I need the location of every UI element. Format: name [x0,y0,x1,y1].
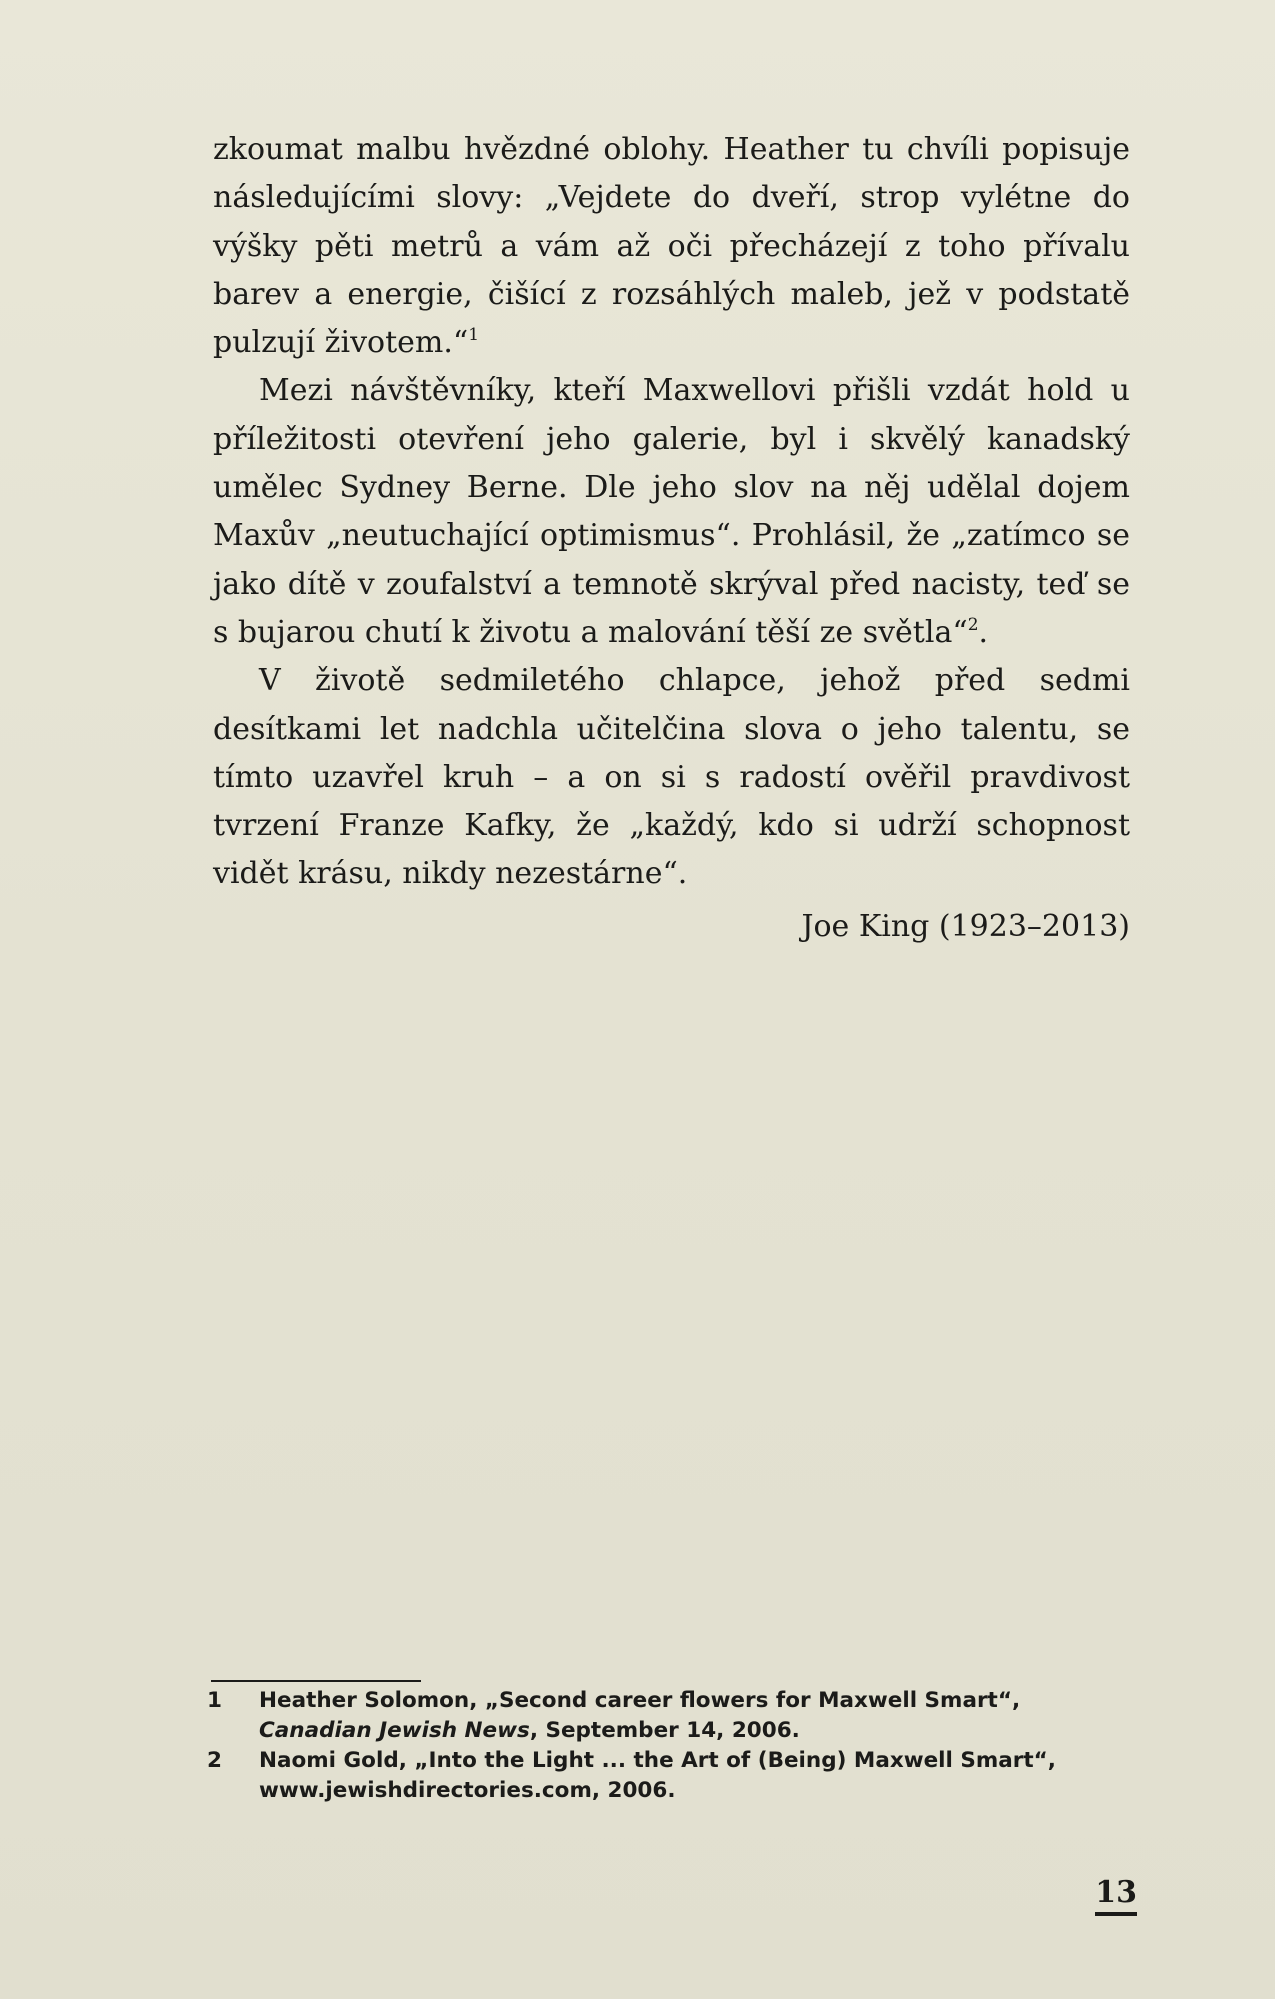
paragraph-1 [213,126,1130,367]
footnote-text-after: , September 14, 2006. [529,1718,800,1743]
footnote-number: 2 [207,1748,222,1773]
paragraph-1-text: zkoumat malbu hvězdné oblohy. Heather tu chvíli popisuje následujícími slovy: „Vejdete do dveří, strop vylétne do výšky pěti metrů a vám až oči přecházejí z toho přívalu barev a energie, čišící z rozsáhlých maleb, jež v podstatě pulzují životem.“ [213,132,1130,361]
paragraph-2-end: . [978,614,989,650]
footnote-number: 1 [207,1688,222,1713]
footnote-ref-2: 2 [967,614,979,635]
footnote-italic: Canadian Jewish News [259,1718,530,1743]
page-number: 13 [1095,1876,1137,1916]
footnote-text-before: Naomi Gold, „Into the Light ... the Art of (Being) Maxwell Smart“, www.jewishdirectories.com, 2006. [259,1748,1056,1803]
footnote-text [259,1686,1127,1746]
footnote-2 [207,1746,1127,1806]
footnote-divider [211,1680,421,1682]
footnote-ref-1: 1 [468,325,480,346]
author-signature: Joe King (1923–2013) [801,909,1130,944]
paragraph-2 [213,367,1130,657]
paragraph-3 [213,657,1130,898]
footnote-1 [207,1686,1127,1746]
paragraph-3-text: V životě sedmiletého chlapce, jehož před sedmi desítkami let nadchla učitelčina slova o jeho talentu, se tímto uzavřel kruh – a on si s radostí ověřil pravdivost tvrzení Franze Kafky, že „každý, kdo si udrží schopnost vidět krásu, nikdy nezestárne“. [213,663,1130,892]
footnote-text [259,1746,1127,1806]
body-text [213,126,1130,899]
footnotes [207,1686,1127,1806]
paragraph-2-text: Mezi návštěvníky, kteří Maxwellovi přišli vzdát hold u příležitosti otevření jeho galerie, byl i skvělý kanadský umělec Sydney Berne. Dle jeho slov na něj udělal dojem Maxův „neutuchající optimismus“. Prohlásil, že „zatímco se jako dítě v zoufalství a temnotě skrýval před nacisty, teď se s bujarou chutí k životu a malování těší ze světla“ [213,373,1130,650]
footnote-text-before: Heather Solomon, „Second career flowers for Maxwell Smart“, [259,1688,1021,1713]
